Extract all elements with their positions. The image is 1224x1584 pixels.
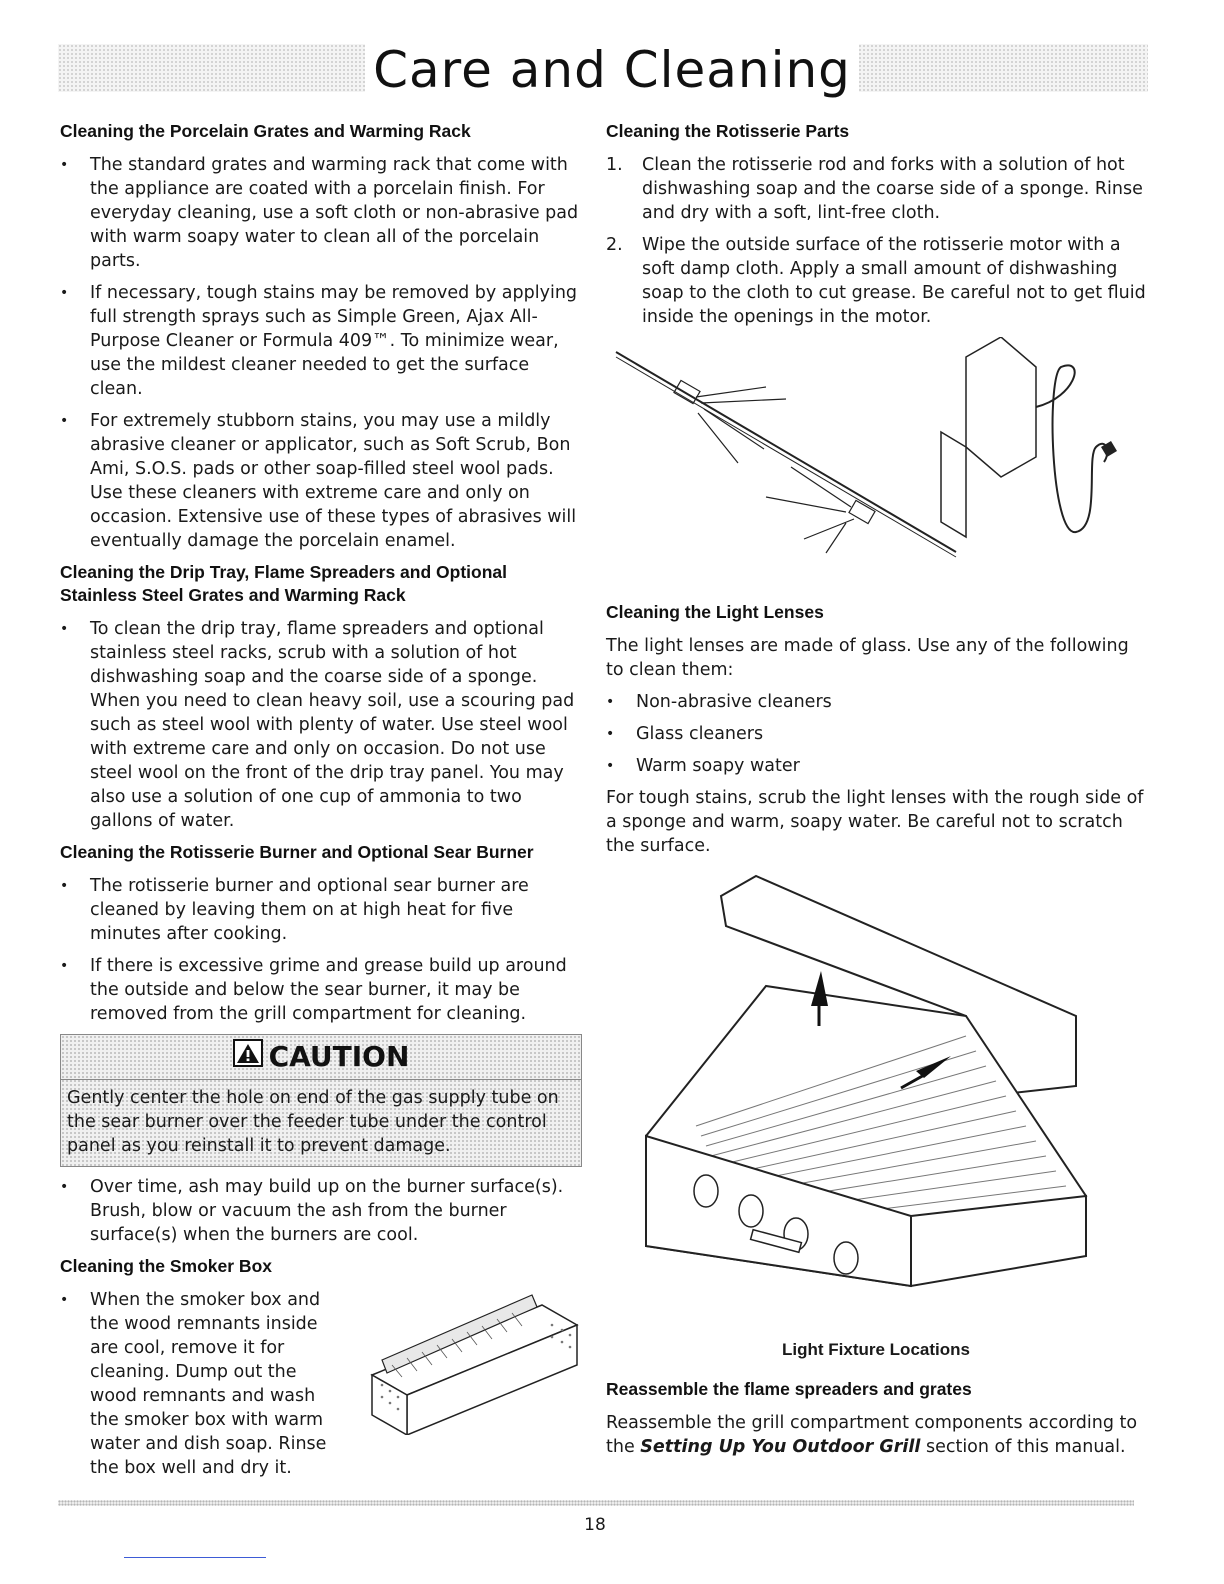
list-item: • To clean the drip tray, flame spreaders and optional stainless steel racks, scrub with a solution of hot dishwashing soap and the coarse side of a sponge. When you need to clean heavy soil, use a scouring pad such as steel wool with plenty of water. Use steel wool with extreme care and only on occasion. Do not use steel wool on the front of the drip tray panel. You may also use a solution of one cup of ammonia to two gallons of water. (60, 617, 582, 833)
right-column (606, 120, 1146, 1467)
list-item: • When the smoker box and the wood remnants inside are cool, remove it for cleaning. Dump out the wood remnants and wash the smoker box with warm water and dish soap. Rinse the box well and dry it. (60, 1288, 330, 1480)
heading-light-lenses: Cleaning the Light Lenses (606, 602, 824, 622)
list-item: • Glass cleaners (606, 722, 1146, 746)
list-item: • Warm soapy water (606, 754, 1146, 778)
figure-caption: Light Fixture Locations (782, 1340, 970, 1359)
heading-drip-tray: Cleaning the Drip Tray, Flame Spreaders and Optional Stainless Steel Grates and Warming Rack (60, 562, 508, 605)
section-rotisserie (606, 120, 1146, 329)
heading-reassemble: Reassemble the flame spreaders and grates (606, 1379, 972, 1399)
section-light-lenses (606, 601, 1146, 858)
reassemble-text (606, 1411, 1146, 1459)
heading-burner: Cleaning the Rotisserie Burner and Optional Sear Burner (60, 842, 534, 862)
step-number: 1. (606, 155, 623, 175)
caution-header (61, 1035, 581, 1080)
section-burner (60, 841, 582, 1026)
ash-list (60, 1175, 582, 1247)
lenses-intro: The light lenses are made of glass. Use any of the following to clean them: (606, 636, 1129, 680)
smoker-box-illustration (352, 1285, 582, 1439)
porcelain-list (60, 153, 582, 553)
drip-list (60, 617, 582, 833)
lenses-outro: For tough stains, scrub the light lenses with the rough side of a sponge and warm, soapy water. Be careful not to scratch the surface. (606, 788, 1144, 856)
warning-triangle-icon (233, 1036, 263, 1080)
section-porcelain (60, 120, 582, 553)
left-column (60, 120, 582, 1488)
page-number: 18 (584, 1515, 606, 1535)
footer-rule (58, 1500, 1134, 1506)
list-item: • Over time, ash may build up on the burner surface(s). Brush, blow or vacuum the ash from the burner surface(s) when the burners are cool. (60, 1175, 582, 1247)
reassemble-emphasis: Setting Up You Outdoor Grill (640, 1437, 921, 1457)
lenses-list (606, 690, 1146, 778)
caution-label: CAUTION (268, 1040, 410, 1073)
list-item (606, 153, 1146, 225)
heading-smoker-box: Cleaning the Smoker Box (60, 1256, 272, 1276)
rotisserie-steps (606, 153, 1146, 329)
step-text: Clean the rotisserie rod and forks with a solution of hot dishwashing soap and the coarse side of a sponge. Rinse and dry with a soft, lint-free cloth. (642, 155, 1143, 223)
caution-box (60, 1034, 582, 1167)
section-drip-tray (60, 561, 582, 833)
heading-rotisserie: Cleaning the Rotisserie Parts (606, 121, 850, 141)
section-reassemble (606, 1378, 1146, 1459)
rotisserie-illustration (606, 337, 1146, 591)
section-smoker-box (60, 1255, 582, 1480)
reassemble-text-before: Reassemble the grill compartment components according to the (606, 1413, 1138, 1457)
grill-illustration (606, 866, 1146, 1330)
list-item: • Non-abrasive cleaners (606, 690, 1146, 714)
list-item: • For extremely stubborn stains, you may use a mildly abrasive cleaner or applicator, such as Soft Scrub, Bon Ami, S.O.S. pads or other soap-filled steel wool pads. Use these cleaners with extreme care and only on occasion. Extensive use of these types of abrasives will eventually damage the porcelain enamel. (60, 409, 582, 553)
burner-list (60, 874, 582, 1026)
list-item: • The rotisserie burner and optional sear burner are cleaned by leaving them on at high heat for five minutes after cooking. (60, 874, 582, 946)
step-text: Wipe the outside surface of the rotisserie motor with a soft damp cloth. Apply a small amount of dishwashing soap to the cloth to cut grease. Be careful not to get fluid inside the openings in the motor. (642, 235, 1146, 327)
list-item (606, 233, 1146, 329)
smoker-list (60, 1288, 330, 1480)
reassemble-text-after: section of this manual. (920, 1437, 1126, 1457)
list-item: • The standard grates and warming rack that come with the appliance are coated with a porcelain finish. For everyday cleaning, use a soft cloth or non-abrasive pad with warm soapy water to clean all of the porcelain parts. (60, 153, 582, 273)
page-title: Care and Cleaning (0, 40, 1224, 100)
caution-text: Gently center the hole on end of the gas supply tube on the sear burner over the feeder tube under the control panel as you reinstall it to prevent damage. (67, 1088, 559, 1156)
step-number: 2. (606, 235, 623, 255)
list-item: • If there is excessive grime and grease build up around the outside and below the sear burner, it may be removed from the grill compartment for cleaning. (60, 954, 582, 1026)
heading-porcelain: Cleaning the Porcelain Grates and Warming Rack (60, 121, 471, 141)
list-item: • If necessary, tough stains may be removed by applying full strength sprays such as Simple Green, Ajax All-Purpose Cleaner or Formula 409™. To minimize wear, use the mildest cleaner needed to get the surface clean. (60, 281, 582, 401)
blue-underline (124, 1557, 266, 1558)
